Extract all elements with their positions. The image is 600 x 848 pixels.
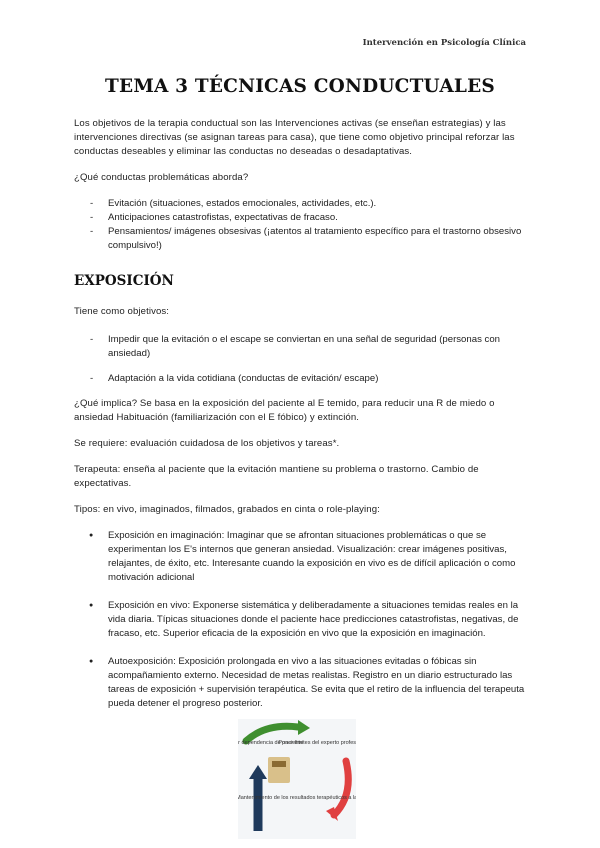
illustration-detail — [272, 761, 286, 767]
intro-paragraph: Los objetivos de la terapia conductual son las Intervenciones activas (se enseñan estrategias) y las intervenciones directivas (se asignan tareas para casa), que tiene como objetivo principal reforzar las conductas deseables y eliminar las conductas no deseadas o desadaptativas. — [74, 118, 515, 157]
list-item: ● Autoexposición: Exposición prolongada en vivo a las situaciones evitadas o fóbicas sin acompañamiento externo. Necesidad de metas realistas. Registro en un diario estructurado las tareas de exposición + supervisión terapéutica. Se evita que el retiro de la influencia del terapeuta pueda detener el progreso posterior. — [74, 655, 530, 711]
label-maintenance: Mantenimiento de los resultados terapéuticos a la — [238, 795, 356, 801]
objectives-list — [74, 333, 530, 386]
cycle-figure — [238, 719, 356, 839]
list-item: - Evitación (situaciones, estados emocionales, actividades, etc.). — [74, 197, 530, 211]
list-item: - Anticipaciones catastrofistas, expectativas de fracaso. — [74, 211, 530, 225]
list-item: - Pensamientos/ imágenes obsesivas (¡atentos al tratamiento específico para el trastorno obsesivo compulsivo!) — [74, 225, 530, 253]
list-item: - Impedir que la evitación o el escape se conviertan en una señal de seguridad (personas con ansiedad) — [74, 333, 530, 361]
list-item: ● Exposición en imaginación: Imaginar que se afrontan situaciones problemáticas o que se experimentan los E's internos que generan ansiedad. Visualización: crear imágenes positivas, relajantes, de éxito, etc. Interesante cuando la exposición en vivo es de difícil aplicación o como motivación adicional — [74, 529, 530, 585]
requiere-paragraph: Se requiere: evaluación cuidadosa de los objetivos y tareas*. — [74, 438, 340, 449]
page-title: TEMA 3 TÉCNICAS CONDUCTUALES — [105, 76, 495, 97]
illustration-block — [268, 757, 290, 783]
types-list — [74, 529, 530, 711]
terapeuta-paragraph: Terapeuta: enseña al paciente que la evitación mantiene su problema o trastorno. Cambio de expectativas. — [74, 464, 479, 489]
problems-question: ¿Qué conductas problemáticas aborda? — [74, 172, 249, 183]
objectives-intro: Tiene como objetivos: — [74, 306, 170, 317]
document-body — [74, 117, 530, 725]
list-item: ● Exposición en vivo: Exponerse sistemática y deliberadamente a situaciones temidas reales en la vida diaria. Típicas situaciones donde el paciente hace predicciones catastrofistas, negativas, de fracaso, etc. Superior eficacia de la exposición en vivo que la exposición en imaginación. — [74, 599, 530, 641]
implica-paragraph: ¿Qué implica? Se basa en la exposición del paciente al E temido, para reducir una R de miedo o ansiedad Habituación (familiarización con el E fóbico) y extinción. — [74, 398, 495, 423]
label-reduce: dependencia de paciente — [241, 740, 303, 746]
problems-list — [74, 197, 530, 253]
running-header: Intervención en Psicología Clínica — [362, 38, 526, 48]
cycle-diagram — [238, 719, 356, 839]
section-heading-exposicion: EXPOSICIÓN — [74, 273, 174, 289]
list-item: - Adaptación a la vida cotidiana (conductas de evitación/ escape) — [74, 372, 530, 386]
label-professional: Poner límites del experto profes — [278, 740, 356, 746]
tipos-paragraph: Tipos: en vivo, imaginados, filmados, grabados en cinta o role-playing: — [74, 504, 380, 515]
